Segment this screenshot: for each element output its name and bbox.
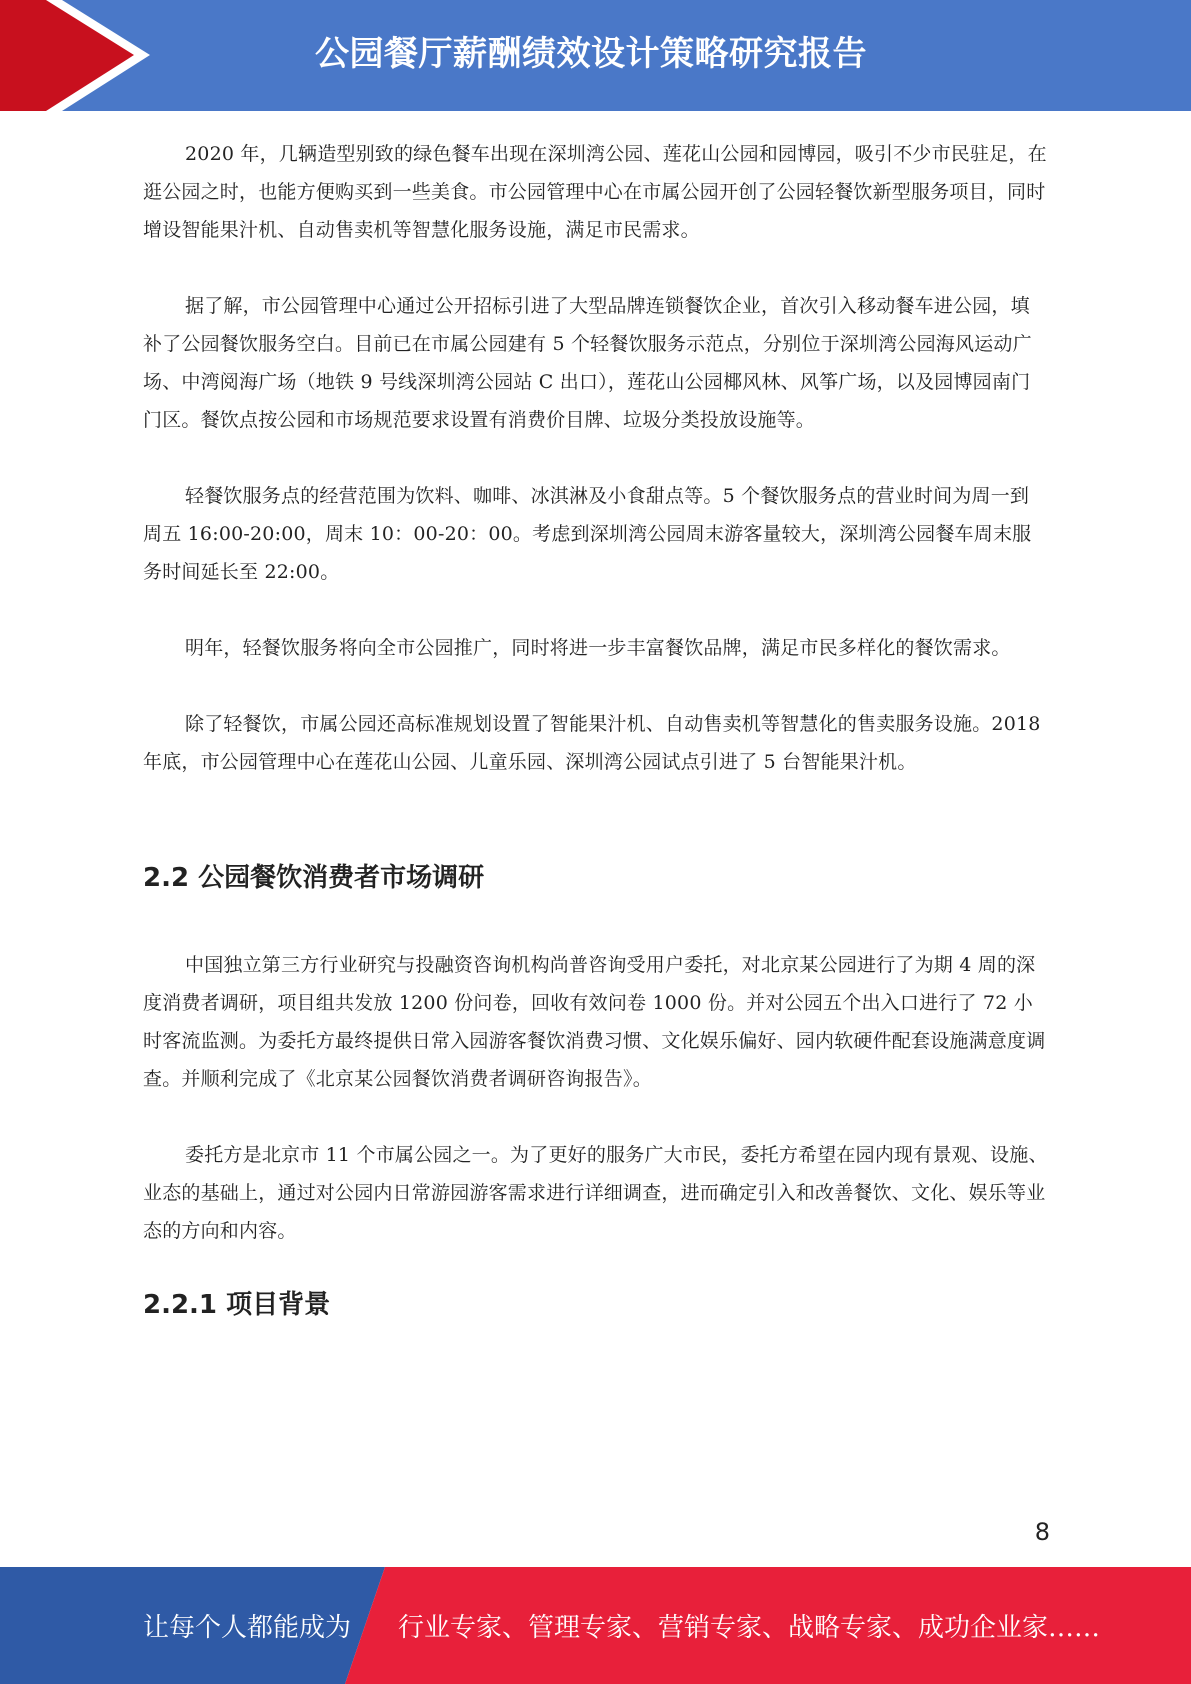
paragraph-food-trucks: 2020 年，几辆造型别致的绿色餐车出现在深圳湾公园、莲花山公园和园博园，吸引不少市民驻足，在逛公园之时，也能方便购买到一些美食。市公园管理中心在市属公园开创了公园轻餐饮新型服务项目，同时增设智能果汁机、自动售卖机等智慧化服务设施，满足市民需求。 [143, 143, 1047, 241]
subsection-heading: 2.2.1 项目背景 [143, 1290, 331, 1320]
header-banner [0, 0, 1191, 111]
paragraph-tender: 据了解，市公园管理中心通过公开招标引进了大型品牌连锁餐饮企业，首次引入移动餐车进公园，填补了公园餐饮服务空白。目前已在市属公园建有 5 个轻餐饮服务示范点，分别位于深圳湾公园海风运动广场、中湾阅海广场（地铁 9 号线深圳湾公园站 C 出口），莲花山公园椰风林、风筝广场，以及园博园南门门区。餐饮点按公园和市场规范要求设置有消费价目牌、垃圾分类投放设施等。 [143, 295, 1032, 431]
paragraph-next-year: 明年，轻餐饮服务将向全市公园推广，同时将进一步丰富餐饮品牌，满足市民多样化的餐饮需求。 [185, 637, 1011, 659]
paragraph-business-hours: 轻餐饮服务点的经营范围为饮料、咖啡、冰淇淋及小食甜点等。5 个餐饮服务点的营业时间为周一到周五 16:00-20:00，周末 10：00-20：00。考虑到深圳湾公园周末游客量较大，深圳湾公园餐车周末服务时间延长至 22:00。 [143, 485, 1032, 583]
footer-slogan-left: 让每个人都能成为 [143, 1613, 352, 1643]
report-title: 公园餐厅薪酬绩效设计策略研究报告 [315, 34, 867, 74]
page-number: 8 [1034, 1518, 1050, 1546]
main-content [143, 135, 1048, 1321]
section-heading: 2.2 公园餐饮消费者市场调研 [143, 863, 485, 893]
footer-slogan-right: 行业专家、管理专家、营销专家、战略专家、成功企业家…… [398, 1613, 1101, 1643]
paragraph-smart-juicers: 除了轻餐饮，市属公园还高标准规划设置了智能果汁机、自动售卖机等智慧化的售卖服务设施。2018 年底，市公园管理中心在莲花山公园、儿童乐园、深圳湾公园试点引进了 5 台智能果汁机。 [143, 713, 1041, 773]
footer-banner [0, 1567, 1191, 1684]
paragraph-client: 委托方是北京市 11 个市属公园之一。为了更好的服务广大市民，委托方希望在园内现有景观、设施、业态的基础上，通过对公园内日常游园游客需求进行详细调查，进而确定引入和改善餐饮、文化、娱乐等业态的方向和内容。 [143, 1144, 1048, 1242]
paragraph-survey: 中国独立第三方行业研究与投融资咨询机构尚普咨询受用户委托，对北京某公园进行了为期 4 周的深度消费者调研，项目组共发放 1200 份问卷，回收有效问卷 1000 份。并对公园五个出入口进行了 72 小时客流监测。为委托方最终提供日常入园游客餐饮消费习惯、文化娱乐偏好、园内软硬件配套设施满意度调查。并顺利完成了《北京某公园餐饮消费者调研咨询报告》。 [143, 954, 1046, 1090]
